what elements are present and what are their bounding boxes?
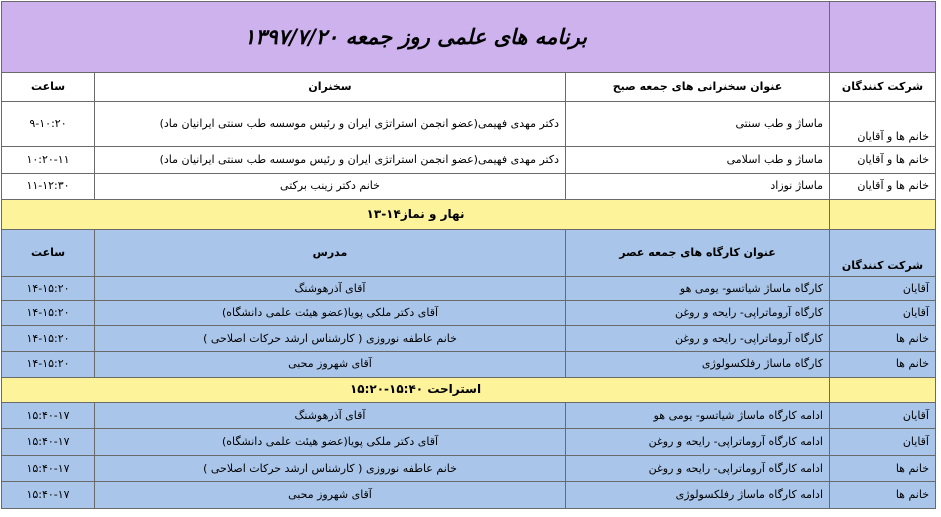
morning-header-topic: عنوان سخنرانی های جمعه صبح bbox=[566, 72, 830, 101]
speaker-cell: آقای آذرهوشنگ bbox=[95, 277, 566, 301]
audience-cell: آقایان bbox=[830, 301, 936, 326]
speaker-cell: خانم دکتر زینب برکتی bbox=[95, 174, 566, 199]
time-cell: ۱۱-۱۲:۳۰ bbox=[2, 174, 95, 199]
morning-row bbox=[2, 147, 936, 174]
time-cell: ۱۴-۱۵:۲۰ bbox=[2, 351, 95, 377]
speaker-cell: دکتر مهدی فهیمی(عضو انجمن استراتژی ایران و رئیس موسسه طب سنتی ایرانیان ماد) bbox=[95, 101, 566, 146]
time-cell: ۱۵:۴۰-۱۷ bbox=[2, 481, 95, 508]
afternoon-header-time: ساعت bbox=[2, 229, 95, 276]
schedule-table bbox=[1, 1, 936, 509]
topic-cell: ادامه کارگاه آروماتراپی- رایحه و روغن bbox=[566, 429, 830, 456]
afternoon-header-speaker: مدرس bbox=[95, 229, 566, 276]
title-side-cell bbox=[830, 2, 936, 73]
morning-row bbox=[2, 101, 936, 146]
morning-header-speaker: سخنران bbox=[95, 72, 566, 101]
topic-cell: ماساژ و طب اسلامی bbox=[566, 147, 830, 174]
audience-cell: خانم ها bbox=[830, 326, 936, 351]
audience-cell: خانم ها bbox=[830, 351, 936, 377]
afternoon-row bbox=[2, 301, 936, 326]
topic-cell: کارگاه آروماتراپی- رایحه و روغن bbox=[566, 326, 830, 351]
morning-header-time: ساعت bbox=[2, 72, 95, 101]
time-cell: ۱۰:۲۰-۱۱ bbox=[2, 147, 95, 174]
time-cell: ۹-۱۰:۲۰ bbox=[2, 101, 95, 146]
audience-cell: خانم ها و آقایان bbox=[830, 101, 936, 146]
audience-cell: خانم ها و آقایان bbox=[830, 174, 936, 199]
speaker-cell: آقای آذرهوشنگ bbox=[95, 403, 566, 429]
audience-cell: آقایان bbox=[830, 429, 936, 456]
evening-row bbox=[2, 456, 936, 481]
topic-cell: کارگاه آروماتراپی- رایحه و روغن bbox=[566, 301, 830, 326]
afternoon-row bbox=[2, 351, 936, 377]
audience-cell: خانم ها bbox=[830, 456, 936, 481]
lunch-row bbox=[2, 199, 936, 229]
lunch-side-cell bbox=[830, 199, 936, 229]
evening-row bbox=[2, 429, 936, 456]
morning-row bbox=[2, 174, 936, 199]
speaker-cell: آقای شهروز محبی bbox=[95, 351, 566, 377]
time-cell: ۱۵:۴۰-۱۷ bbox=[2, 429, 95, 456]
time-cell: ۱۴-۱۵:۲۰ bbox=[2, 326, 95, 351]
topic-cell: ماساژ نوزاد bbox=[566, 174, 830, 199]
speaker-cell: خانم عاطفه نوروزی ( کارشناس ارشد حرکات اصلاحی ) bbox=[95, 456, 566, 481]
audience-cell: آقایان bbox=[830, 403, 936, 429]
speaker-cell: آقای شهروز محبی bbox=[95, 481, 566, 508]
break-side-cell bbox=[830, 377, 936, 402]
speaker-cell: آقای دکتر ملکی پویا(عضو هیئت علمی دانشگاه) bbox=[95, 429, 566, 456]
afternoon-header-row bbox=[2, 229, 936, 276]
audience-cell: خانم ها bbox=[830, 481, 936, 508]
topic-cell: ماساژ و طب سنتی bbox=[566, 101, 830, 146]
title-row bbox=[2, 2, 936, 73]
morning-header-audience: شرکت کنندگان bbox=[830, 72, 936, 101]
evening-row bbox=[2, 481, 936, 508]
page-title: برنامه های علمی روز جمعه ۱۳۹۷/۷/۲۰ bbox=[2, 2, 830, 73]
break-row bbox=[2, 377, 936, 402]
time-cell: ۱۴-۱۵:۲۰ bbox=[2, 277, 95, 301]
audience-cell: خانم ها و آقایان bbox=[830, 147, 936, 174]
time-cell: ۱۵:۴۰-۱۷ bbox=[2, 456, 95, 481]
topic-cell: ادامه کارگاه ماساژ شیاتسو- یومی هو bbox=[566, 403, 830, 429]
afternoon-row bbox=[2, 277, 936, 301]
afternoon-row bbox=[2, 326, 936, 351]
speaker-cell: خانم عاطفه نوروزی ( کارشناس ارشد حرکات اصلاحی ) bbox=[95, 326, 566, 351]
topic-cell: ادامه کارگاه ماساژ رفلکسولوژی bbox=[566, 481, 830, 508]
break-label: استراحت ۱۵:۴۰-۱۵:۲۰ bbox=[2, 377, 830, 402]
topic-cell: ادامه کارگاه آروماتراپی- رایحه و روغن bbox=[566, 456, 830, 481]
audience-cell: آقایان bbox=[830, 277, 936, 301]
afternoon-header-topic: عنوان کارگاه های جمعه عصر bbox=[566, 229, 830, 276]
evening-row bbox=[2, 403, 936, 429]
afternoon-header-audience: شرکت کنندگان bbox=[830, 229, 936, 276]
speaker-cell: آقای دکتر ملکی پویا(عضو هیئت علمی دانشگاه) bbox=[95, 301, 566, 326]
topic-cell: کارگاه ماساژ شیاتسو- یومی هو bbox=[566, 277, 830, 301]
morning-header-row bbox=[2, 72, 936, 101]
speaker-cell: دکتر مهدی فهیمی(عضو انجمن استراتژی ایران و رئیس موسسه طب سنتی ایرانیان ماد) bbox=[95, 147, 566, 174]
time-cell: ۱۴-۱۵:۲۰ bbox=[2, 301, 95, 326]
lunch-label: نهار و نماز۱۴-۱۳ bbox=[2, 199, 830, 229]
topic-cell: کارگاه ماساژ رفلکسولوژی bbox=[566, 351, 830, 377]
time-cell: ۱۵:۴۰-۱۷ bbox=[2, 403, 95, 429]
